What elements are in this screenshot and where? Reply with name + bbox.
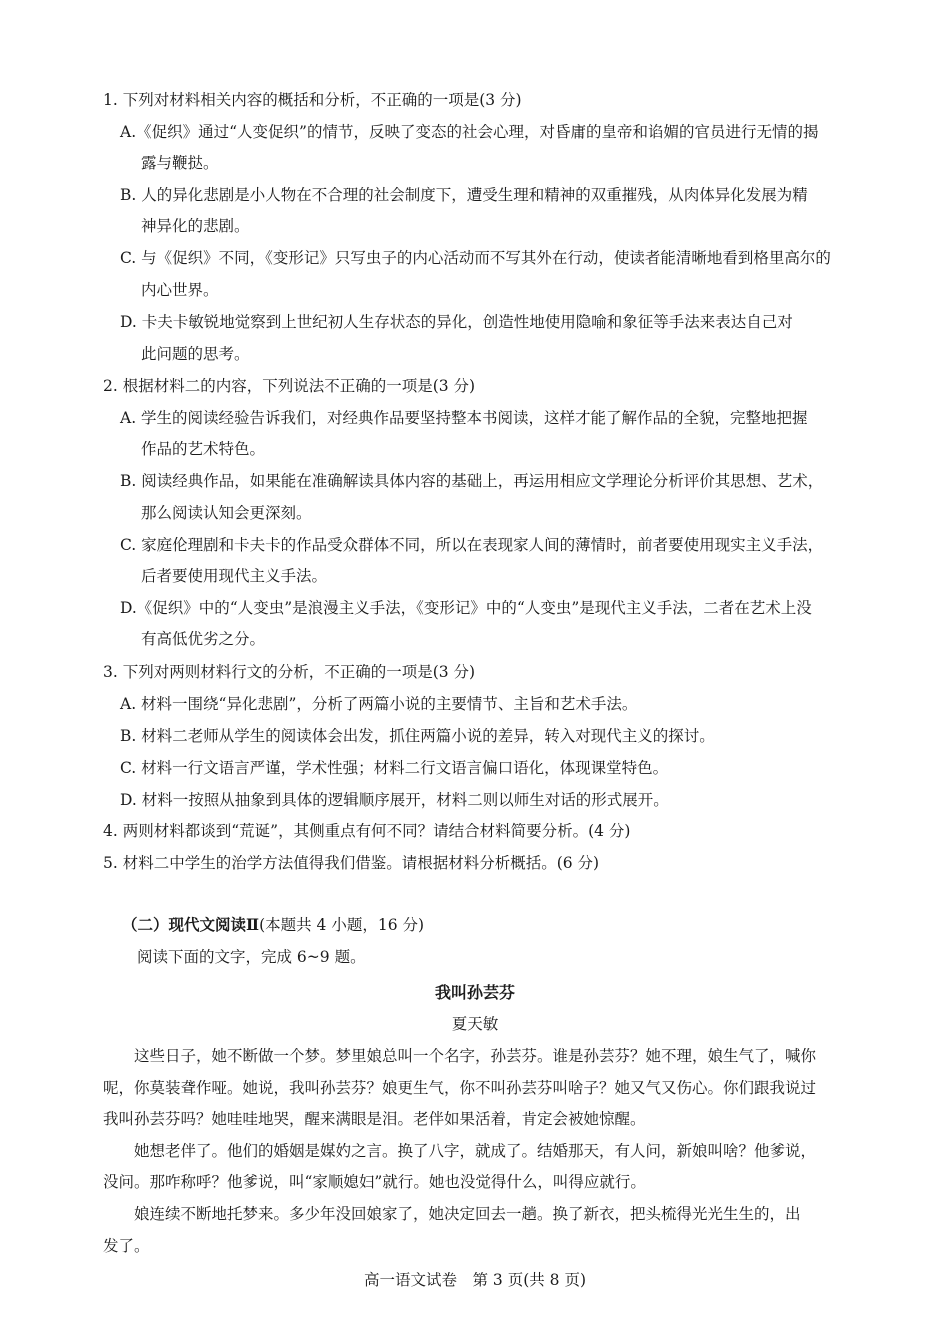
question-1-option-b: B. 人的异化悲剧是小人物在不合理的社会制度下，遭受生理和精神的双重摧残，从肉体异化发展为精 xyxy=(120,186,808,204)
question-1-option-b-cont: 神异化的悲剧。 xyxy=(141,217,250,235)
question-1-stem: 1. 下列对材料相关内容的概括和分析，不正确的一项是(3 分) xyxy=(103,91,522,109)
question-2-option-a: A. 学生的阅读经验告诉我们，对经典作品要坚持整本书阅读，这样才能了解作品的全貌，完整地把握 xyxy=(120,409,808,427)
story-paragraph-3-line-1: 娘连续不断地托梦来。多少年没回娘家了，她决定回去一趟。换了新衣，把头梳得光光生生的，出 xyxy=(103,1205,801,1223)
section-instruction: 阅读下面的文字，完成 6~9 题。 xyxy=(137,948,366,966)
section-heading xyxy=(122,915,424,935)
question-1-option-a: A.《促织》通过“人变促织”的情节，反映了变态的社会心理，对昏庸的皇帝和谄媚的官员进行无情的揭 xyxy=(120,123,819,141)
question-2-option-b-cont: 那么阅读认知会更深刻。 xyxy=(141,504,312,522)
section-heading-label: （二）现代文阅读Ⅱ xyxy=(122,915,260,934)
story-paragraph-2-line-1: 她想老伴了。他们的婚姻是媒妁之言。换了八字，就成了。结婚那天，有人问，新娘叫啥？他爹说， xyxy=(103,1142,817,1160)
story-paragraph-1-line-1: 这些日子，她不断做一个梦。梦里娘总叫一个名字，孙芸芬。谁是孙芸芬？她不理，娘生气了，喊你 xyxy=(103,1047,817,1065)
question-5: 5. 材料二中学生的治学方法值得我们借鉴。请根据材料分析概括。(6 分) xyxy=(103,854,600,872)
question-3-option-a: A. 材料一围绕“异化悲剧”，分析了两篇小说的主要情节、主旨和艺术手法。 xyxy=(120,695,638,713)
question-1-option-d-cont: 此问题的思考。 xyxy=(141,345,250,363)
question-1-option-c: C. 与《促织》不同，《变形记》只写虫子的内心活动而不写其外在行动，使读者能清晰地看到格里高尔的 xyxy=(120,249,831,267)
question-3-option-b: B. 材料二老师从学生的阅读体会出发，抓住两篇小说的差异，转入对现代主义的探讨。 xyxy=(120,727,715,745)
story-author: 夏天敏 xyxy=(451,1015,499,1033)
question-2-stem: 2. 根据材料二的内容，下列说法不正确的一项是(3 分) xyxy=(103,377,476,395)
question-1-option-c-cont: 内心世界。 xyxy=(141,281,219,299)
question-2-option-c-cont: 后者要使用现代主义手法。 xyxy=(141,567,328,585)
question-2-option-d-cont: 有高低优劣之分。 xyxy=(141,630,266,648)
question-3-stem: 3. 下列对两则材料行文的分析，不正确的一项是(3 分) xyxy=(103,663,476,681)
question-2-option-c: C. 家庭伦理剧和卡夫卡的作品受众群体不同，所以在表现家人间的薄情时，前者要使用现实主义手法， xyxy=(120,536,824,554)
story-paragraph-1-line-3: 我叫孙芸芬吗？她哇哇地哭，醒来满眼是泪。老伴如果活着，肯定会被她惊醒。 xyxy=(103,1110,646,1128)
story-title: 我叫孙芸芬 xyxy=(434,983,515,1002)
section-heading-detail: (本题共 4 小题，16 分) xyxy=(259,916,425,934)
question-3-option-c: C. 材料一行文语言严谨，学术性强；材料二行文语言偏口语化，体现课堂特色。 xyxy=(120,759,669,777)
question-2-option-b: B. 阅读经典作品，如果能在准确解读具体内容的基础上，再运用相应文学理论分析评价其思想、艺术， xyxy=(120,472,824,490)
question-4: 4. 两则材料都谈到“荒诞”，其侧重点有何不同？请结合材料简要分析。(4 分) xyxy=(103,822,631,840)
page-footer: 高一语文试卷 第 3 页(共 8 页) xyxy=(363,1271,587,1289)
story-paragraph-3-line-2: 发了。 xyxy=(103,1237,150,1255)
question-1-option-d: D. 卡夫卡敏锐地觉察到上世纪初人生存状态的异化，创造性地使用隐喻和象征等手法来表达自己对 xyxy=(120,313,793,331)
question-1-option-a-cont: 露与鞭挞。 xyxy=(141,154,219,172)
question-3-option-d: D. 材料一按照从抽象到具体的逻辑顺序展开，材料二则以师生对话的形式展开。 xyxy=(120,791,669,809)
story-paragraph-1-line-2: 呢，你莫装聋作哑。她说，我叫孙芸芬？娘更生气，你不叫孙芸芬叫啥子？她又气又伤心。你们跟我说过 xyxy=(103,1079,817,1097)
question-2-option-a-cont: 作品的艺术特色。 xyxy=(141,440,266,458)
question-2-option-d: D.《促织》中的“人变虫”是浪漫主义手法，《变形记》中的“人变虫”是现代主义手法，二者在艺术上没 xyxy=(120,599,812,617)
story-paragraph-2-line-2: 没问。那咋称呼？他爹说，叫“家顺媳妇”就行。她也没觉得什么，叫得应就行。 xyxy=(103,1173,646,1191)
